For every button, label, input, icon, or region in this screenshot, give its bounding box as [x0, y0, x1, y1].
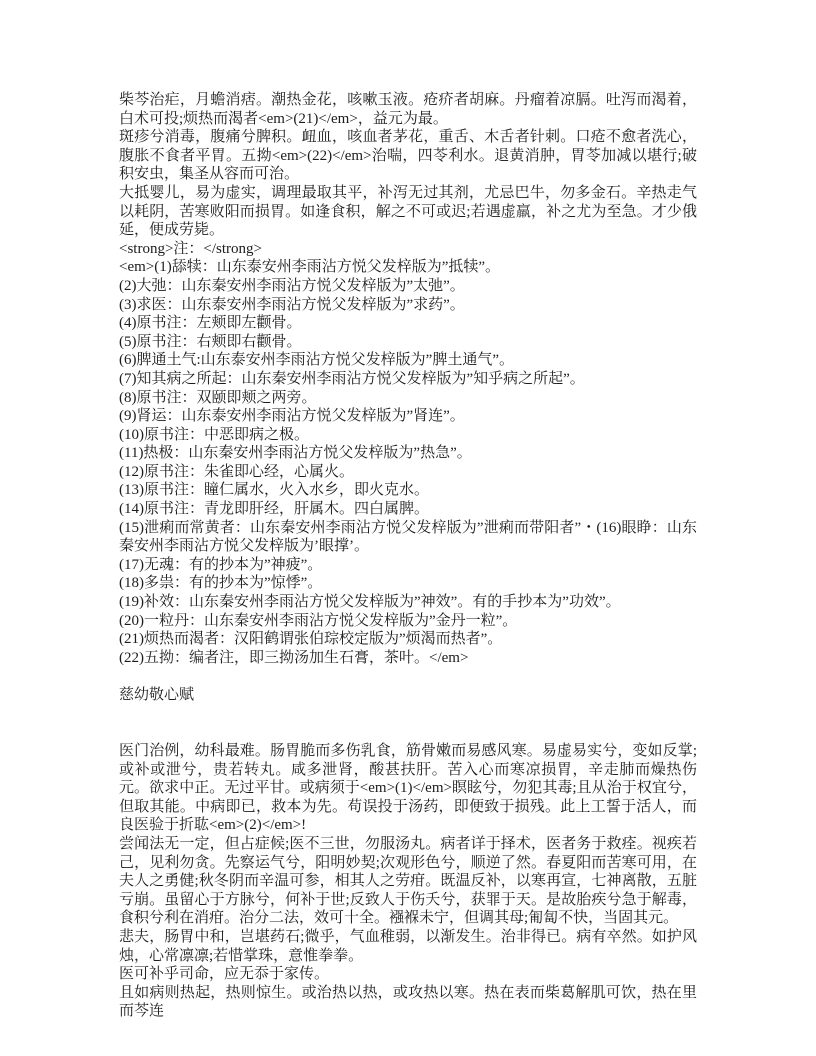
note-line-3: (3)求医：山东泰安州李雨沾方悦父发梓版为”求药”。 — [119, 296, 465, 313]
note-line-19: (19)补效：山东秦安州李雨沾方悦父发梓版为”神效”。有的手抄本为”功效”。 — [119, 594, 621, 611]
note-line-13: (13)原书注：瞳仁属水，火入水乡，即火克水。 — [119, 482, 429, 499]
note-line-20: (20)一粒丹：山东秦安州李雨沾方悦父发梓版为”金丹一粒”。 — [119, 612, 518, 629]
section-title: 慈幼敬心赋 — [119, 687, 195, 704]
note-line-9: (9)肾运：山东泰安州李雨沾方悦父发梓版为”肾连”。 — [119, 408, 465, 425]
note-line-7: (7)知其病之所起：山东秦安州李雨沾方悦父发梓版为”知乎病之所起”。 — [119, 370, 585, 387]
note-line-8: (8)原书注：双颐即颊之两旁。 — [119, 389, 317, 406]
note-line-1: <em>(1)舔犊：山东泰安州李雨沾方悦父发梓版为”抵犊”。 — [119, 259, 501, 276]
note-line-18: (18)多祟：有的抄本为”惊悸”。 — [119, 575, 323, 592]
note-line-11: (11)热极：山东秦安州李雨沾方悦父发梓版为”热急”。 — [119, 445, 472, 462]
intro-paragraph-3: 大抵婴儿，易为虚实，调理最取其平，补泻无过其剂，尤忌巴牛，勿多金石。辛热走气以耗阴，苦寒败阳而损胃。如逢食积，解之不可或迟;若遇虚羸，补之尤为至急。才少俄延，便成劳毙。 — [119, 184, 697, 239]
body-paragraph-4: 医可补乎司命，应无忝于家传。 — [119, 966, 330, 983]
intro-paragraph-1: 柴芩治疟，月蟾消痞。潮热金花，咳嗽玉液。疮疥者胡麻。丹瘤着凉膈。吐泻而渴着，白术可投;烦热而渴者<em>(21)</em>，益元为最。 — [119, 92, 697, 127]
body-paragraph-1: 医门治例，幼科最难。肠胃脆而多伤乳食，筋骨嫩而易感风寒。易虚易实兮，变如反掌;或补或泄兮，贵若转丸。咸多泄肾，酸甚扶肝。苦入心而寒凉损胃，辛走肺而燥热伤元。欲求中正。无过平甘。或病须于<em>(1)</em>瞑眩兮，勿犯其毒;且从治于权宜兮，但取其能。中病即已，救本为先。苟误投于汤药，即便致于损残。此上工誓于活人，而良医验于折耾<em>(2)</em>! — [119, 743, 697, 834]
note-line-4: (4)原书注：左颊即左颧骨。 — [119, 315, 302, 332]
body-paragraph-5: 且如病则热起，热则惊生。或治热以热，或攻热以寒。热在表而柴葛解肌可饮，热在里而芩连 — [119, 984, 697, 1020]
note-line-17: (17)无魂：有的抄本为”神疲”。 — [119, 556, 323, 573]
note-line-21: (21)烦热而渴者：汉阳鹤谓张伯琮校定版为”烦渴而热者”。 — [119, 631, 503, 648]
intro-paragraph-2: 斑疹兮消毒，腹痛兮脾积。衄血，咳血者茅花，重舌、木舌者针刺。口疮不愈者洗心，腹胀不食者平胃。五拗<em>(22)</em>治喘，四苓利水。退黄消肿，胃苓加减以堪行;破积安虫，集圣从容而可治。 — [119, 129, 697, 183]
note-line-2: (2)大弛：山东秦安州李雨沾方悦父发梓版为”太弛”。 — [119, 277, 465, 294]
notes-heading-line: <strong>注：</strong> — [119, 240, 263, 257]
note-line-14: (14)原书注：青龙即肝经，肝属木。四白属脾。 — [119, 501, 429, 518]
note-line-22: (22)五拗：编者注，即三拗汤加生石膏，茶叶。</em> — [119, 649, 469, 666]
note-line-10: (10)原书注：中恶即病之极。 — [119, 426, 309, 443]
note-line-12: (12)原书注：朱雀即心经，心属火。 — [119, 463, 354, 480]
note-line-6: (6)脾通土气:山东泰安州李雨沾方悦父发梓版为”脾土通气”。 — [119, 352, 514, 369]
note-line-15-16: (15)泄痢而常黄者：山东秦安州李雨沾方悦父发梓版为”泄痢而带阳者”・(16)眼睁：山东秦安州李雨沾方悦父发梓版为’眼撑’。 — [119, 519, 697, 555]
note-line-5: (5)原书注：右颊即右颧骨。 — [119, 333, 302, 350]
body-paragraph-2: 尝闻法无一定，但占症候;医不三世，勿服汤丸。病者详于择术，医者务于救痊。视疾若己，见利勿贪。先察运气兮，阳明妙契;次观形色兮，顺逆了然。春夏阳而苦寒可用，在夫人之勇健;秋冬阴而辛温可参，相其人之劳疳。既温反补，以寒再宣，七神离散，五脏亏崩。虽留心于方脉兮，何补于世;反致人于伤夭兮，获罪于天。是故胎疾兮急于解毒，食积兮利在消疳。治分二法，效可十全。襁褓未宁，但调其母;匍匐不快，当固其元。 — [119, 835, 697, 927]
body-paragraph-3: 悲夫，肠胃中和，岂堪药石;微乎，气血稚弱，以渐发生。治非得已。病有卒然。如护风烛，心常凛凛;若惜掌珠，意惟拳拳。 — [119, 928, 697, 964]
